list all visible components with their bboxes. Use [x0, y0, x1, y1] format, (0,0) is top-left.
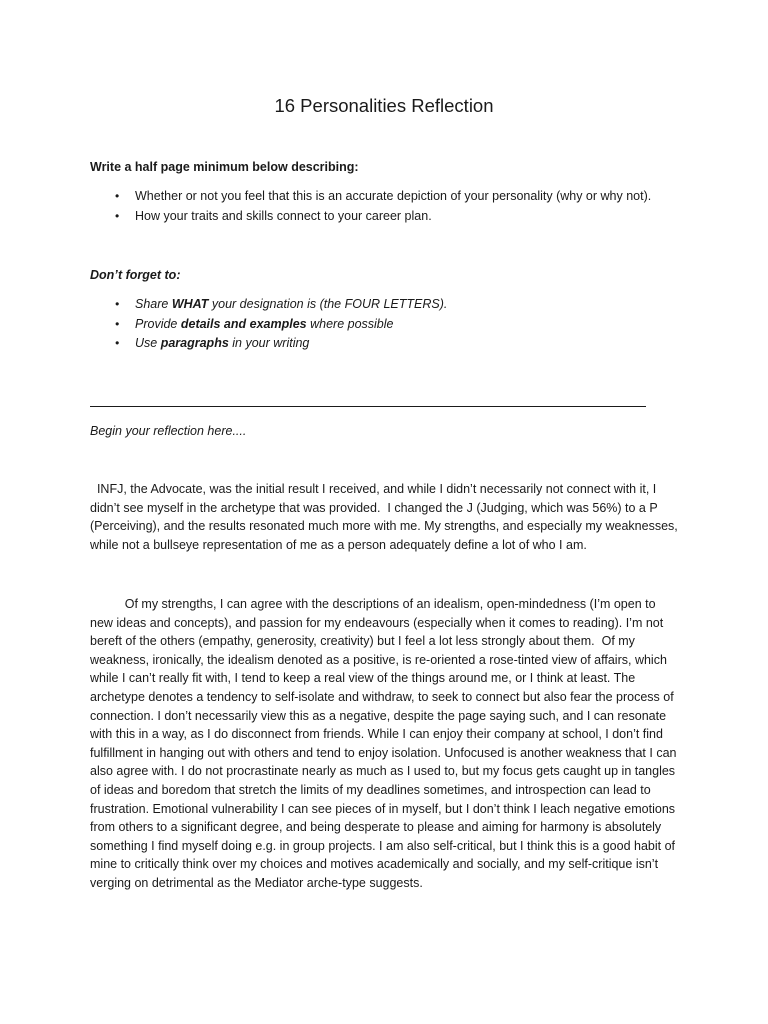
emphasis-text: paragraphs	[160, 336, 229, 350]
list-item-text: Use	[135, 336, 161, 350]
reminders-list	[90, 295, 710, 354]
list-item-text: Share	[135, 297, 172, 311]
list-item-text: How your traits and skills connect to your career plan.	[135, 208, 432, 223]
list-item-text: Provide	[135, 316, 181, 331]
document-title: 16 Personalities Reflection	[274, 95, 494, 116]
list-item-text: Whether or not you feel that this is an accurate depiction of your personality (why or why not).	[135, 189, 652, 203]
list-item	[90, 187, 710, 207]
instructions-heading: Write a half page minimum below describing:	[90, 160, 359, 174]
bullet-icon: •	[115, 189, 120, 203]
reflection-paragraph: Of my strengths, I can agree with the descriptions of an idealism, open-mindedness (I’m open to new ideas and concepts), and passion for my endeavours (especially when it comes to reading). I’m not bereft of the others (empathy, generosity, creativity) but I feel a lot less strongly about them. Of my weakness, ironically, the idealism denoted as a positive, is re-oriented a rose-tinted view of affairs, which while I can’t really fit with, I tend to keep a real view of the things around me, or I think at least. The archetype denotes a tendency to self-isolate and withdraw, to seek to connect but also fear the process of connection. I don’t necessarily view this as a negative, despite the page saying such, and I can resonate with this in a way, as I do disconnect from friends. While I can enjoy their company at school, I don’t find fulfillment in hanging out with others and tend to enjoy isolation. Unfocused is another weakness that I can also agree with. I do not procrastinate nearly as much as I used to, but my focus gets caught up in tangles of ideas and boredom that stretch the limits of my deadlines sometimes, and introspection can lead to frustration. Emotional vulnerability I can see pieces of in myself, but I don’t think I leach negative emotions from others to a significant degree, and being desperate to please and aiming for harmony is absolutely something I find myself doing e.g. in group projects. I am also self-critical, but I think this is a good habit of mine to critically think over my choices and motives academically and socially, and my self-critique isn’t verging on detrimental as the Mediator arche-type suggests.	[90, 597, 680, 890]
list-item-text: in your writing	[228, 336, 310, 350]
bullet-icon: •	[115, 297, 120, 311]
list-item-text: your designation is (the FOUR LETTERS).	[208, 297, 448, 311]
reminders-heading: Don’t forget to:	[90, 268, 181, 282]
list-item	[90, 295, 710, 315]
emphasis-text: WHAT	[171, 297, 209, 311]
bullet-icon: •	[115, 316, 120, 331]
emphasis-text: details and examples	[180, 316, 307, 331]
list-item	[90, 334, 710, 354]
bullet-icon: •	[115, 336, 120, 350]
begin-reflection-label: Begin your reflection here....	[90, 424, 247, 438]
reflection-paragraph: INFJ, the Advocate, was the initial result I received, and while I didn’t necessarily not connect with it, I didn’t see myself in the archetype that was provided. I changed the J (Judging, which was 56%) to a P (Perceiving), and the results resonated much more with me. My strengths, and especially my weaknesses, while not a bullseye representation of me as a person adequately define a lot of who I am.	[90, 482, 682, 552]
divider-line	[90, 406, 646, 407]
list-item	[90, 207, 710, 227]
bullet-icon: •	[115, 208, 120, 223]
instructions-list	[90, 187, 710, 226]
list-item-text: where possible	[306, 316, 394, 331]
list-item	[90, 315, 710, 335]
